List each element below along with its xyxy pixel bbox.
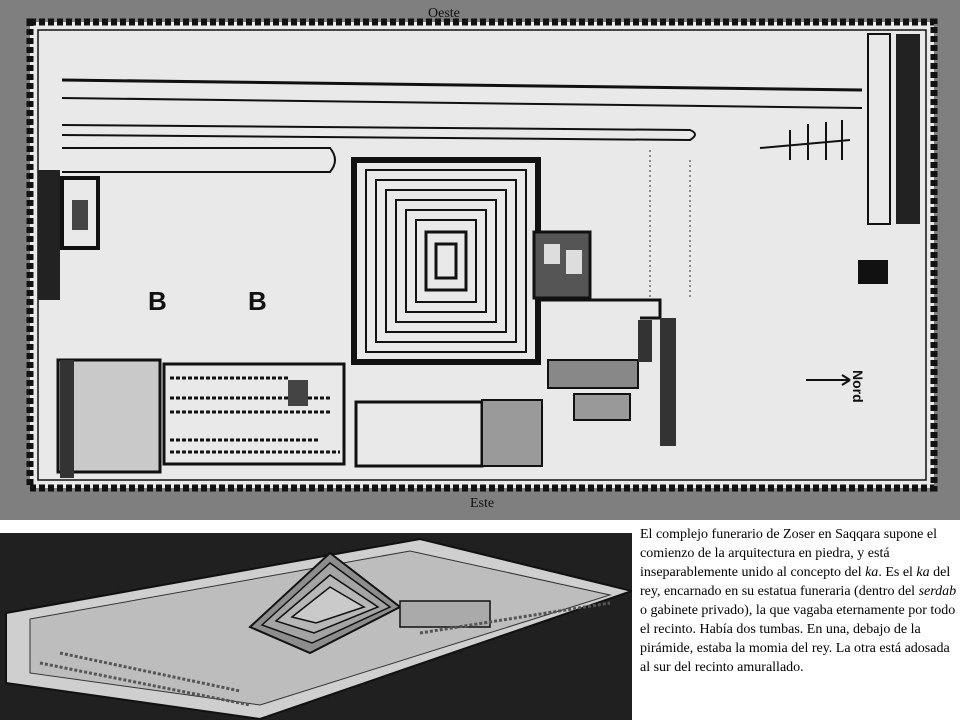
marker-b2: B [248, 286, 267, 316]
east-store-block [896, 34, 920, 224]
temple-court-1 [544, 244, 560, 264]
heb-sed-pavilion [288, 380, 308, 406]
north-label: Nord [850, 370, 866, 403]
south-court [356, 402, 482, 466]
north-pillar-2 [660, 318, 676, 446]
caption-ka-2: ka [916, 565, 930, 580]
temple-court-2 [566, 250, 582, 274]
caption-part-1: El complejo funerario de Zoser en Saqqara supone el comienzo de la arquitectura en piedra, y está inseparablemente unido al concepto del [640, 527, 938, 580]
west-wall-block [38, 170, 60, 300]
north-house-2 [574, 394, 630, 420]
caption-serdab: serdab [918, 584, 957, 599]
label-oeste: Oeste [428, 6, 460, 21]
label-este: Este [470, 496, 495, 511]
south-wall-block [60, 360, 74, 478]
caption-part-4: o gabinete privado), la que vagaba eternamente por todo el recinto. Había dos tumbas. En una, debajo de la pirámide, estaba la momia del rey. La otra está adosada al sur del recinto amurallado. [640, 603, 956, 675]
north-house-1 [548, 360, 638, 388]
caption-part-3: del rey, encarnado en su estatua funeraria (dentro del [640, 565, 951, 599]
west-chapel-inner [72, 200, 88, 230]
caption-text [640, 525, 958, 677]
reconstruction-svg [0, 533, 632, 720]
caption-part-2: . Es el [878, 565, 917, 580]
north-pillar-1 [638, 320, 652, 362]
complex-reconstruction-drawing [0, 533, 632, 720]
south-house [482, 400, 542, 466]
caption-ka-1: ka [865, 565, 879, 580]
marker-b1: B [148, 286, 167, 316]
serdab [858, 260, 888, 284]
